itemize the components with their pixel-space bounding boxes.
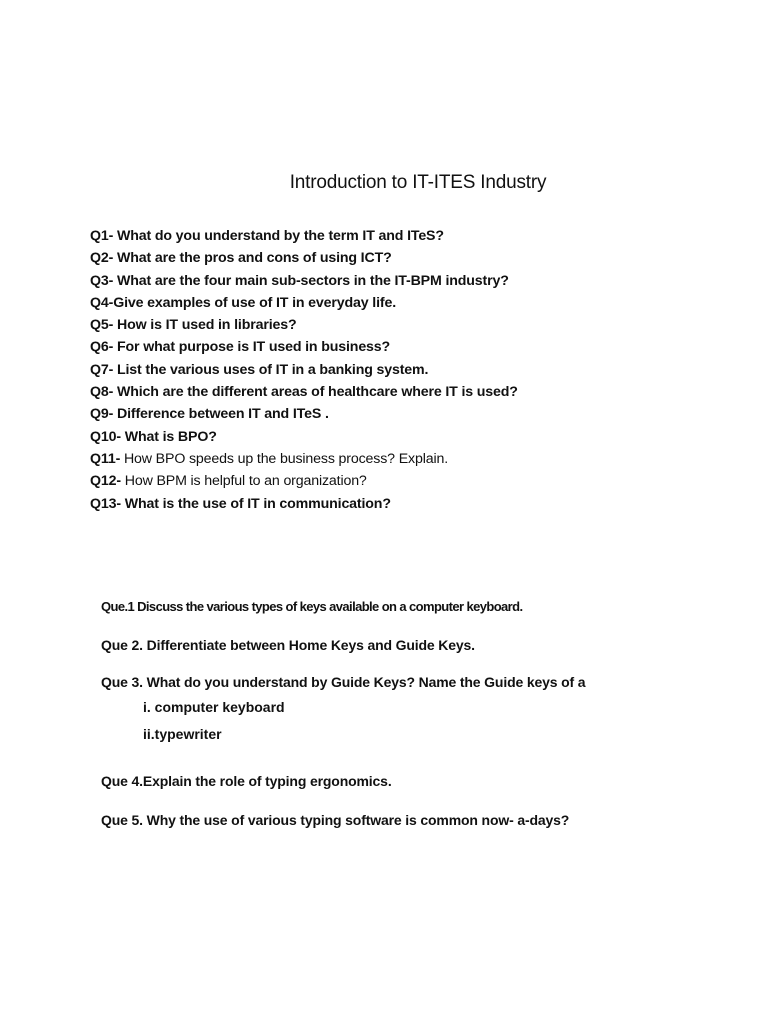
question-number: Q3-: [90, 272, 114, 289]
question-text: What are the pros and cons of using ICT?: [113, 250, 392, 267]
question-text: For what purpose is IT used in business?: [113, 339, 391, 356]
question-number: Q5-: [90, 317, 114, 334]
que-3-subitem-ii: ii.typewriter: [143, 726, 222, 742]
list-item: [90, 247, 518, 269]
question-number: Q12-: [90, 473, 121, 490]
question-text: Give examples of use of IT in everyday life.: [113, 294, 396, 311]
list-item: [90, 426, 518, 448]
list-item: [90, 448, 518, 470]
question-number: Q13-: [90, 495, 121, 512]
question-number: Q6-: [90, 339, 114, 356]
question-number: Q8-: [90, 384, 114, 401]
question-text: Difference between IT and ITeS .: [113, 406, 329, 423]
question-text: What is the use of IT in communication?: [120, 495, 391, 512]
question-number: Q4-: [90, 294, 114, 311]
question-number: Q1-: [90, 228, 114, 244]
list-item: [90, 470, 518, 492]
que-3-subitem-i: i. computer keyboard: [143, 699, 285, 715]
question-number: Q11-: [90, 450, 121, 467]
question-number: Q10-: [90, 428, 121, 445]
question-text: How BPO speeds up the business process? Explain.: [120, 450, 448, 467]
question-text: How BPM is helpful to an organization?: [120, 473, 367, 490]
que-3-text: Que 3. What do you understand by Guide Keys? Name the Guide keys of a: [101, 674, 586, 690]
question-text: How is IT used in libraries?: [113, 317, 297, 334]
question-text: What are the four main sub-sectors in the IT-BPM industry?: [113, 272, 509, 289]
list-item: [90, 493, 518, 515]
question-number: Q9-: [90, 406, 114, 423]
question-number: Q7-: [90, 361, 114, 378]
que-2-text: Que 2. Differentiate between Home Keys and Guide Keys.: [101, 637, 475, 653]
list-item: [90, 270, 518, 292]
page-title: Introduction to IT-ITES Industry: [289, 172, 547, 193]
que-5-text: Que 5. Why the use of various typing software is common now- a-days?: [101, 812, 570, 828]
list-item: [90, 336, 518, 358]
question-list: [90, 225, 518, 515]
list-item: [90, 292, 518, 314]
question-text: What is BPO?: [120, 428, 217, 445]
question-number: Q2-: [90, 250, 114, 267]
list-item: [90, 359, 518, 381]
list-item: [90, 381, 518, 403]
que-1-text: Que.1 Discuss the various types of keys available on a computer keyboard.: [101, 599, 523, 614]
list-item: [90, 314, 518, 336]
question-text: What do you understand by the term IT and ITeS?: [113, 228, 444, 244]
question-text: Which are the different areas of healthcare where IT is used?: [113, 384, 518, 401]
list-item: [90, 403, 518, 425]
list-item: [90, 225, 518, 247]
question-text: List the various uses of IT in a banking system.: [113, 361, 429, 378]
que-4-text: Que 4.Explain the role of typing ergonomics.: [101, 773, 392, 789]
